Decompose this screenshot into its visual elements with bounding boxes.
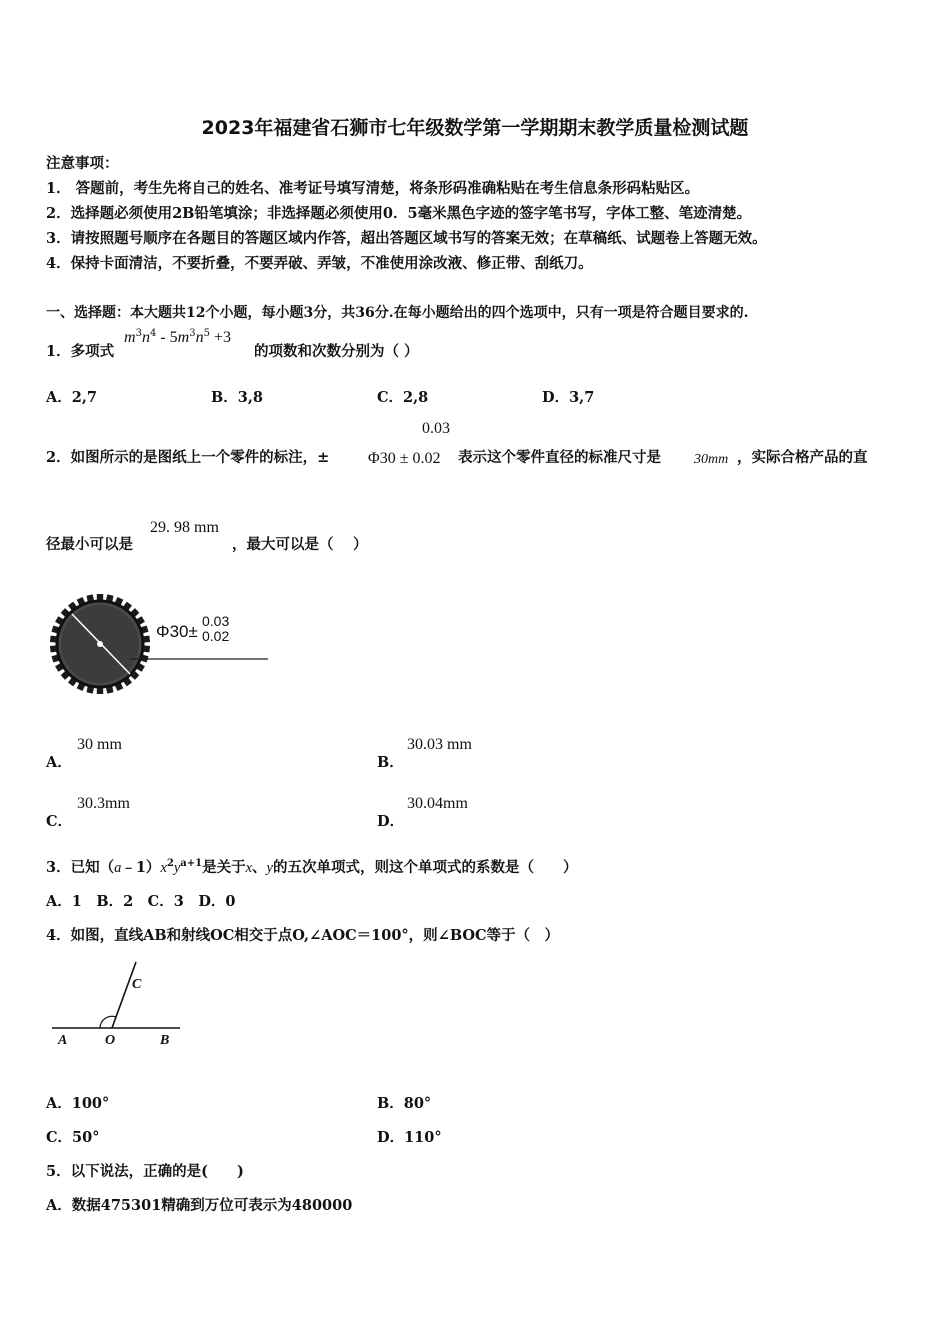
notice-item-1: 1． 答题前，考生先将自己的姓名、准考证号填写清楚，将条形码准确粘贴在考生信息条形码粘贴区。 (46, 180, 700, 197)
q1-option-d: D．3,7 (542, 389, 595, 406)
q3-text-g: 的五次单项式，则这个单项式的系数是（ ） (272, 859, 578, 876)
q2-option-a-letter: A． (46, 754, 72, 771)
q2-option-b-value: 30.03 mm (407, 736, 472, 753)
gear-annotation-tolerance (202, 614, 229, 644)
q3-var-x: x (160, 860, 167, 876)
q2-tolerance-upper: 0.03 (422, 420, 450, 437)
gear-figure (44, 592, 274, 696)
q3-x-exponent: 2 (166, 858, 174, 869)
q2-expression: Φ30 ± 0.02 (368, 450, 441, 467)
q3-var-y: y (173, 860, 181, 876)
q4-option-d: D．110° (377, 1129, 442, 1146)
gear-annotation-lower: 0.02 (202, 628, 230, 644)
q3-text-f: y (266, 860, 273, 876)
q2-tail: ，实际合格产品的直 (737, 449, 868, 466)
notice-item-4: 4．保持卡面清洁，不要折叠，不要弄破、弄皱，不准使用涂改液、修正带、刮纸刀。 (46, 255, 593, 272)
angle-label-c: C (132, 977, 142, 992)
q1-option-a: A．2,7 (46, 389, 97, 406)
q3-text-c: 是关于 (202, 859, 246, 876)
angle-label-a: A (58, 1033, 68, 1048)
q5-stem: 5．以下说法，正确的是( ) (46, 1163, 244, 1180)
q3-text-d: x (245, 860, 253, 876)
q1-option-c: C．2,8 (377, 389, 429, 406)
q2-min-value: 29. 98 mm (150, 519, 219, 536)
q3-stem (46, 856, 577, 877)
q2-option-d-letter: D． (377, 813, 405, 830)
q3-var-a: a (114, 860, 122, 876)
q2-line2-prefix: 径最小可以是 (46, 536, 133, 553)
q5-option-a: A．数据475301精确到万位可表示为480000 (46, 1197, 353, 1214)
notice-heading: 注意事项： (46, 155, 119, 172)
section-heading: 一、选择题：本大题共12个小题，每小题3分，共36分.在每小题给出的四个选项中，只有一项是符合题目要求的. (46, 305, 749, 321)
q1-prefix: 1．多项式 (46, 343, 115, 360)
q4-option-b: B．80° (377, 1095, 432, 1112)
q2-option-b-letter: B． (377, 754, 404, 771)
q4-option-a: A．100° (46, 1095, 110, 1112)
q1-polynomial: $m^3n^4 - 5m^3n^5 +3$ (124, 328, 231, 346)
q2-mid: 表示这个零件直径的标准尺寸是 (458, 449, 661, 466)
q3-options: A．1 B．2 C．3 D．0 (46, 893, 236, 910)
q1-suffix: 的项数和次数分别为（ ） (254, 343, 419, 360)
q3-text-b: ﹣1） (121, 859, 161, 876)
gear-annotation-label: Φ30± (156, 622, 198, 641)
gear-annotation-upper: 0.03 (202, 613, 230, 629)
q2-prefix: 2．如图所示的是图纸上一个零件的标注，± (46, 449, 330, 466)
q2-line2-suffix: ，最大可以是（ ） (232, 536, 368, 553)
q2-option-d-value: 30.04mm (407, 795, 468, 812)
q2-option-c-letter: C． (46, 813, 73, 830)
q3-y-exponent: a+1 (180, 858, 203, 869)
q3-text-e: 、 (252, 859, 267, 876)
angle-label-b: B (160, 1033, 170, 1048)
q4-stem: 4．如图，直线AB和射线OC相交于点O,∠AOC＝100°，则∠BOC等于（ ） (46, 927, 560, 944)
page-title: 2023年福建省石狮市七年级数学第一学期期末教学质量检测试题 (201, 117, 749, 139)
q2-min-size (150, 519, 219, 537)
angle-label-o: O (105, 1033, 116, 1048)
notice-item-2: 2．选择题必须使用2B铅笔填涂；非选择题必须使用0．5毫米黑色字迹的签字笔书写，字体工整、笔迹清楚。 (46, 205, 752, 222)
q2-option-a-value: 30 mm (77, 736, 122, 753)
q2-standard-size: 30mm (694, 452, 729, 467)
notice-item-3: 3．请按照题号顺序在各题目的答题区域内作答，超出答题区域书写的答案无效；在草稿纸、试题卷上答题无效。 (46, 230, 767, 247)
q4-option-c: C．50° (46, 1129, 100, 1146)
q1-option-b: B．3,8 (211, 389, 263, 406)
q3-text-a: 3．已知（ (46, 859, 115, 876)
q2-option-c-value: 30.3mm (77, 795, 130, 812)
